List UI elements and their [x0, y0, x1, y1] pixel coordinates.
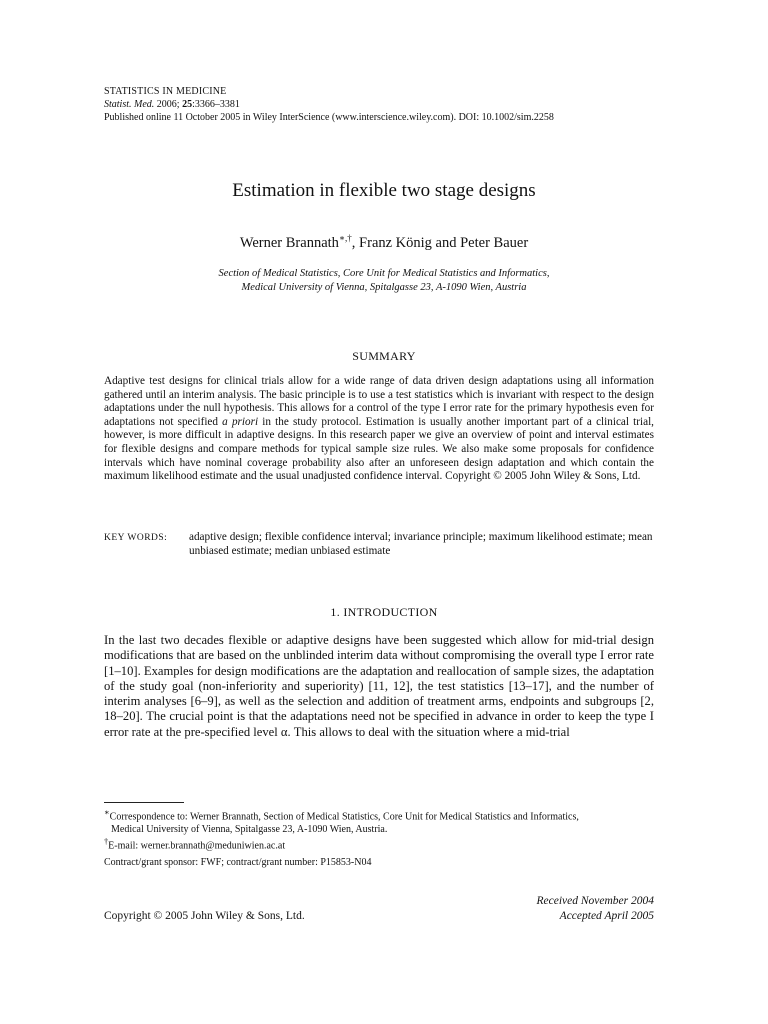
author-rest: , Franz König and Peter Bauer — [351, 234, 529, 251]
introduction-text: In the last two decades flexible or adaptive designs have been suggested which allow for mid-trial design modifications that are based on the unblinded interim data without compromising the overall type I error rate [1–10]. Examples for design modifications are the adaptation and reallocation of sample sizes, the adaptation of the study goal (non-inferiority and superiority) [11, 12], the test statistics [13–17], and the number of interim analyses [6–9], as well as the selection and addition of treatment arms, endpoints and subgroups [2, 18–20]. The crucial point is that the adaptations need not be specified in advance in order to keep the type I error rate at the pre-specified level α. This allows to deal with the situation where a mid-trial — [104, 633, 654, 739]
citation-volume: 25 — [182, 99, 193, 110]
section-heading: 1. INTRODUCTION — [330, 605, 438, 619]
abstract-italic: a priori — [222, 415, 259, 428]
abstract-text — [104, 375, 654, 484]
journal-name: STATISTICS IN MEDICINE — [104, 86, 227, 97]
citation-pages: :3366–3381 — [192, 99, 240, 110]
introduction — [104, 633, 654, 740]
journal-header — [104, 85, 554, 124]
affiliation-line-2: Medical University of Vienna, Spitalgasse 23, A-1090 Wien, Austria — [241, 282, 527, 293]
footnote-email-text: E-mail: werner.brannath@meduniwien.ac.at — [108, 840, 286, 852]
footnotes — [104, 807, 656, 853]
footnote-correspondence — [104, 807, 656, 824]
affiliation — [0, 267, 768, 295]
paper-title: Estimation in flexible two stage designs — [232, 180, 536, 201]
abstract-part-2: in the study protocol. Estimation is usually another important part of a clinical trial, however, is more difficult in adaptive designs. In this research paper we give an overview of point and interval estimates for flexible designs and compare methods for typical sample size rules. We also make some proposals for confidence intervals which have nominal coverage probability also after an unforeseen design adaptation and which contain the maximum likelihood estimate and the usual unadjusted confidence interval. Copyright © 2005 John Wiley & Sons, Ltd. — [104, 415, 654, 483]
footnote-correspondence-cont: Medical University of Vienna, Spitalgasse 23, A-1090 Wien, Austria. — [111, 823, 388, 835]
footnote-corr-mark: ∗ — [104, 808, 110, 817]
author-list — [0, 233, 768, 252]
received-date: Received November 2004 — [536, 895, 654, 907]
grant-sponsor: Contract/grant sponsor: FWF; contract/grant number: P15853-N04 — [104, 857, 372, 868]
abstract — [104, 375, 654, 484]
affiliation-line-1: Section of Medical Statistics, Core Unit for Medical Statistics and Informatics, — [218, 268, 550, 279]
citation-year: 2006; — [156, 99, 180, 110]
citation-abbrev: Statist. Med. — [104, 99, 155, 110]
citation — [104, 98, 554, 111]
footnote-email-mark: † — [104, 837, 109, 847]
summary-heading: SUMMARY — [352, 349, 416, 363]
received-dates — [536, 894, 654, 924]
author-marks: ∗,† — [338, 233, 352, 243]
footnote-email — [104, 836, 656, 853]
keywords-label: KEY WORDS: — [104, 533, 168, 543]
publication-info: Published online 11 October 2005 in Wiley InterScience (www.interscience.wiley.com). DOI: 10.1002/sim.2258 — [104, 112, 554, 123]
keywords — [104, 531, 654, 558]
author-first: Werner Brannath — [239, 234, 339, 251]
footnote-rule — [104, 802, 184, 803]
accepted-date: Accepted April 2005 — [559, 910, 654, 922]
footnote-corr-line-1: Correspondence to: Werner Brannath, Section of Medical Statistics, Core Unit for Medical Statistics and Informatics, — [109, 811, 579, 823]
keywords-text: adaptive design; flexible confidence interval; invariance principle; maximum likelihood estimate; mean unbiased estimate; median unbiased estimate — [189, 531, 653, 557]
abstract-part-1: Adaptive test designs for clinical trials allow for a wide range of data driven design adaptations using all information gathered until an interim analysis. The basic principle is to use a test statistics which is invariant with respect to the design adaptations under the null hypothesis. This allows for a control of the type I error rate for the primary hypothesis even for adaptations not specified — [104, 375, 654, 428]
copyright: Copyright © 2005 John Wiley & Sons, Ltd. — [104, 910, 305, 922]
